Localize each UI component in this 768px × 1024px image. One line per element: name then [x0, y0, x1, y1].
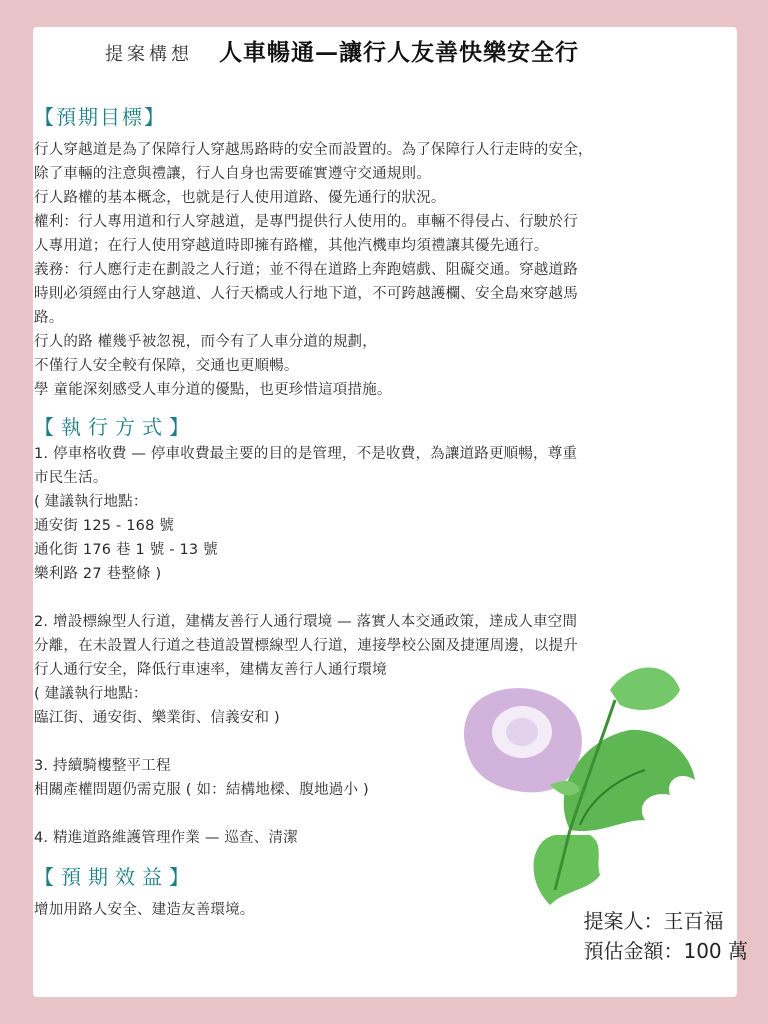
method-line: 樂利路 27 巷整條 ) [34, 566, 162, 582]
signature-block [583, 906, 748, 966]
goal-text [34, 138, 674, 402]
method-line [34, 586, 674, 610]
method-line: 3. 持續騎樓整平工程 [34, 758, 171, 774]
proposer-line: 提案人：王百福 [583, 909, 724, 933]
goal-line: 權利：行人專用道和行人穿越道，是專門提供行人使用的。車輛不得侵占、行駛於行 [34, 214, 578, 230]
goal-line: 行人穿越道是為了保障行人穿越馬路時的安全而設置的。為了保障行人行走時的安全， [34, 142, 593, 158]
goal-line: 人專用道；在行人使用穿越道時即擁有路權，其他汽機車均須禮讓其優先通行。 [34, 238, 549, 254]
method-line: 臨江街、通安街、樂業街、信義安和 ) [34, 710, 280, 726]
proposal-label: 提案構想 [105, 44, 193, 65]
benefit-heading: 【預期效益】 [34, 865, 196, 889]
method-line: 1. 停車格收費 — 停車收費最主要的目的是管理，不是收費，為讓道路更順暢，尊重 [34, 446, 578, 462]
goal-line: 行人的路 權幾乎被忽視，而今有了人車分道的規劃， [34, 334, 377, 350]
morning-glory-illustration [430, 620, 710, 920]
method-line: 行人通行安全，降低行車速率，建構友善行人通行環境 [34, 662, 387, 678]
method-line: 分離，在未設置人行道之巷道設置標線型人行道，連接學校公園及捷運周邊，以提升 [34, 638, 578, 654]
page-header [105, 34, 705, 67]
method-line: ( 建議執行地點： [34, 686, 148, 702]
benefit-line: 增加用路人安全、建造友善環境。 [34, 902, 255, 918]
goal-line: 義務：行人應行走在劃設之人行道；並不得在道路上奔跑嬉戲、阻礙交通。穿越道路 [34, 262, 578, 278]
method-line: 市民生活。 [34, 470, 108, 486]
method-line: 2. 增設標線型人行道，建構友善行人通行環境 — 落實人本交通政策，達成人車空間 [34, 614, 578, 630]
goal-line: 除了車輛的注意與禮讓，行人自身也需要確實遵守交通規則。 [34, 166, 431, 182]
goal-line: 學 童能深刻感受人車分道的優點，也更珍惜這項措施。 [34, 382, 392, 398]
page-title: 人車暢通—讓行人友善快樂安全行 [219, 39, 579, 66]
goal-line: 時則必須經由行人穿越道、人行天橋或人行地下道，不可跨越護欄、安全島來穿越馬 [34, 286, 578, 302]
budget-line: 預估金額：100 萬 [583, 939, 748, 963]
method-heading: 【執行方式】 [34, 415, 196, 439]
goal-line: 路。 [34, 310, 64, 326]
goal-heading: 【預期目標】 [34, 105, 166, 129]
method-line: ( 建議執行地點： [34, 494, 148, 510]
method-line: 4. 精進道路維護管理作業 — 巡查、清潔 [34, 830, 298, 846]
method-line: 通化街 176 巷 1 號 - 13 號 [34, 542, 218, 558]
method-line: 相關產權問題仍需克服 ( 如：結構地樑、腹地過小 ) [34, 782, 369, 798]
goal-line: 不僅行人安全較有保障，交通也更順暢。 [34, 358, 299, 374]
method-line: 通安街 125 - 168 號 [34, 518, 175, 534]
goal-line: 行人路權的基本概念，也就是行人使用道路、優先通行的狀況。 [34, 190, 446, 206]
